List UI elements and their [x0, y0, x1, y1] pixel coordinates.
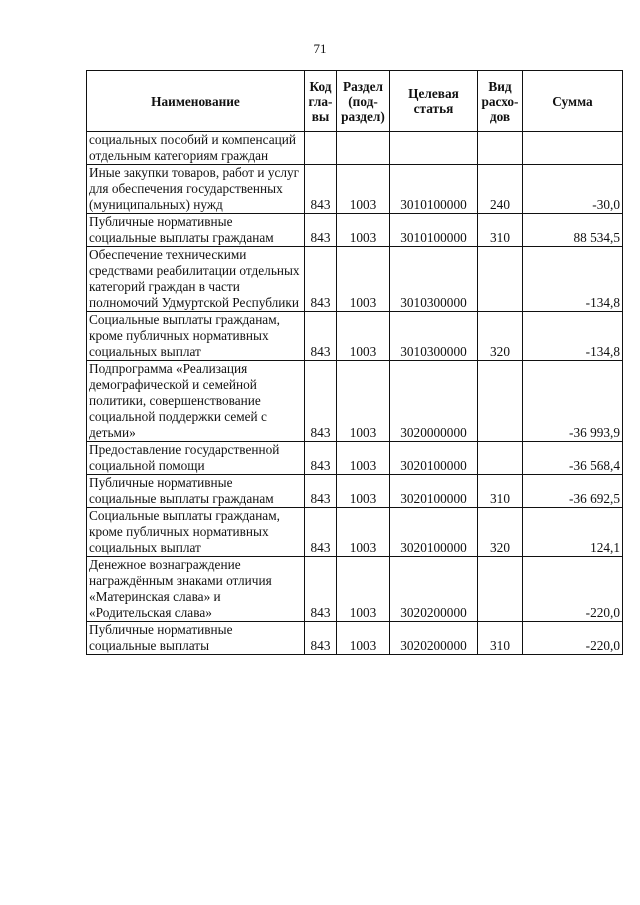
cell-target: 3010100000: [390, 165, 478, 214]
cell-chapter: 843: [305, 214, 337, 247]
cell-target: 3010300000: [390, 312, 478, 361]
cell-chapter: 843: [305, 557, 337, 622]
cell-section: 1003: [337, 475, 390, 508]
cell-expense-type: [478, 442, 523, 475]
cell-target: [390, 132, 478, 165]
header-section: Раздел (под- раздел): [337, 71, 390, 132]
table-row: [87, 361, 623, 442]
cell-amount: -134,8: [523, 247, 623, 312]
cell-section: 1003: [337, 622, 390, 655]
header-name: Наименование: [87, 71, 305, 132]
table-row: [87, 132, 623, 165]
table-body: [87, 132, 623, 655]
cell-chapter: 843: [305, 442, 337, 475]
cell-target: 3020200000: [390, 622, 478, 655]
cell-section: 1003: [337, 165, 390, 214]
cell-expense-type: [478, 132, 523, 165]
cell-chapter: 843: [305, 165, 337, 214]
header-chapter: Код гла- вы: [305, 71, 337, 132]
cell-chapter: [305, 132, 337, 165]
cell-section: 1003: [337, 557, 390, 622]
table-header-row: [87, 71, 623, 132]
cell-chapter: 843: [305, 622, 337, 655]
cell-section: 1003: [337, 442, 390, 475]
cell-target: 3020000000: [390, 361, 478, 442]
table-row: [87, 622, 623, 655]
cell-expense-type: 320: [478, 508, 523, 557]
cell-amount: -220,0: [523, 622, 623, 655]
cell-chapter: 843: [305, 508, 337, 557]
cell-section: [337, 132, 390, 165]
cell-amount: -134,8: [523, 312, 623, 361]
cell-expense-type: 310: [478, 214, 523, 247]
cell-target: 3020200000: [390, 557, 478, 622]
page-number: 71: [313, 41, 327, 56]
table-row: [87, 475, 623, 508]
cell-amount: [523, 132, 623, 165]
cell-chapter: 843: [305, 247, 337, 312]
cell-expense-type: 310: [478, 622, 523, 655]
cell-chapter: 843: [305, 312, 337, 361]
table-row: [87, 214, 623, 247]
cell-target: 3020100000: [390, 475, 478, 508]
cell-name: социальных пособий и компенсаций отдельным категориям граждан: [87, 132, 305, 165]
cell-target: 3010100000: [390, 214, 478, 247]
cell-expense-type: [478, 557, 523, 622]
cell-name: Публичные нормативные социальные выплаты гражданам: [87, 214, 305, 247]
cell-name: Предоставление государственной социальной помощи: [87, 442, 305, 475]
cell-section: 1003: [337, 312, 390, 361]
cell-section: 1003: [337, 508, 390, 557]
cell-expense-type: [478, 361, 523, 442]
cell-name: Подпрограмма «Реализация демографической и семейной политики, совершенствование социальной поддержки семей с детьми»: [87, 361, 305, 442]
cell-amount: -36 993,9: [523, 361, 623, 442]
cell-chapter: 843: [305, 475, 337, 508]
cell-name: Иные закупки товаров, работ и услуг для обеспечения государственных (муниципальных) нужд: [87, 165, 305, 214]
cell-name: Социальные выплаты гражданам, кроме публичных нормативных социальных выплат: [87, 508, 305, 557]
cell-target: 3010300000: [390, 247, 478, 312]
cell-name: Социальные выплаты гражданам, кроме публичных нормативных социальных выплат: [87, 312, 305, 361]
cell-expense-type: [478, 247, 523, 312]
table-row: [87, 442, 623, 475]
cell-amount: -36 692,5: [523, 475, 623, 508]
cell-name: Обеспечение техническими средствами реабилитации отдельных категорий граждан в части полномочий Удмуртской Республики: [87, 247, 305, 312]
cell-name: Публичные нормативные социальные выплаты гражданам: [87, 475, 305, 508]
cell-section: 1003: [337, 361, 390, 442]
cell-expense-type: 320: [478, 312, 523, 361]
cell-amount: 88 534,5: [523, 214, 623, 247]
table-row: [87, 557, 623, 622]
cell-target: 3020100000: [390, 508, 478, 557]
cell-name: Публичные нормативные социальные выплаты: [87, 622, 305, 655]
cell-section: 1003: [337, 247, 390, 312]
header-target: Целевая статья: [390, 71, 478, 132]
header-expense-type: Вид расхо- дов: [478, 71, 523, 132]
cell-amount: -30,0: [523, 165, 623, 214]
table-row: [87, 165, 623, 214]
header-amount: Сумма: [523, 71, 623, 132]
cell-name: Денежное вознаграждение награждённым знаками отличия «Материнская слава» и «Родительская слава»: [87, 557, 305, 622]
cell-amount: -36 568,4: [523, 442, 623, 475]
cell-expense-type: 310: [478, 475, 523, 508]
cell-target: 3020100000: [390, 442, 478, 475]
cell-amount: 124,1: [523, 508, 623, 557]
cell-amount: -220,0: [523, 557, 623, 622]
table-row: [87, 312, 623, 361]
budget-table: [86, 70, 623, 655]
table-row: [87, 247, 623, 312]
cell-expense-type: 240: [478, 165, 523, 214]
cell-section: 1003: [337, 214, 390, 247]
cell-chapter: 843: [305, 361, 337, 442]
table-row: [87, 508, 623, 557]
